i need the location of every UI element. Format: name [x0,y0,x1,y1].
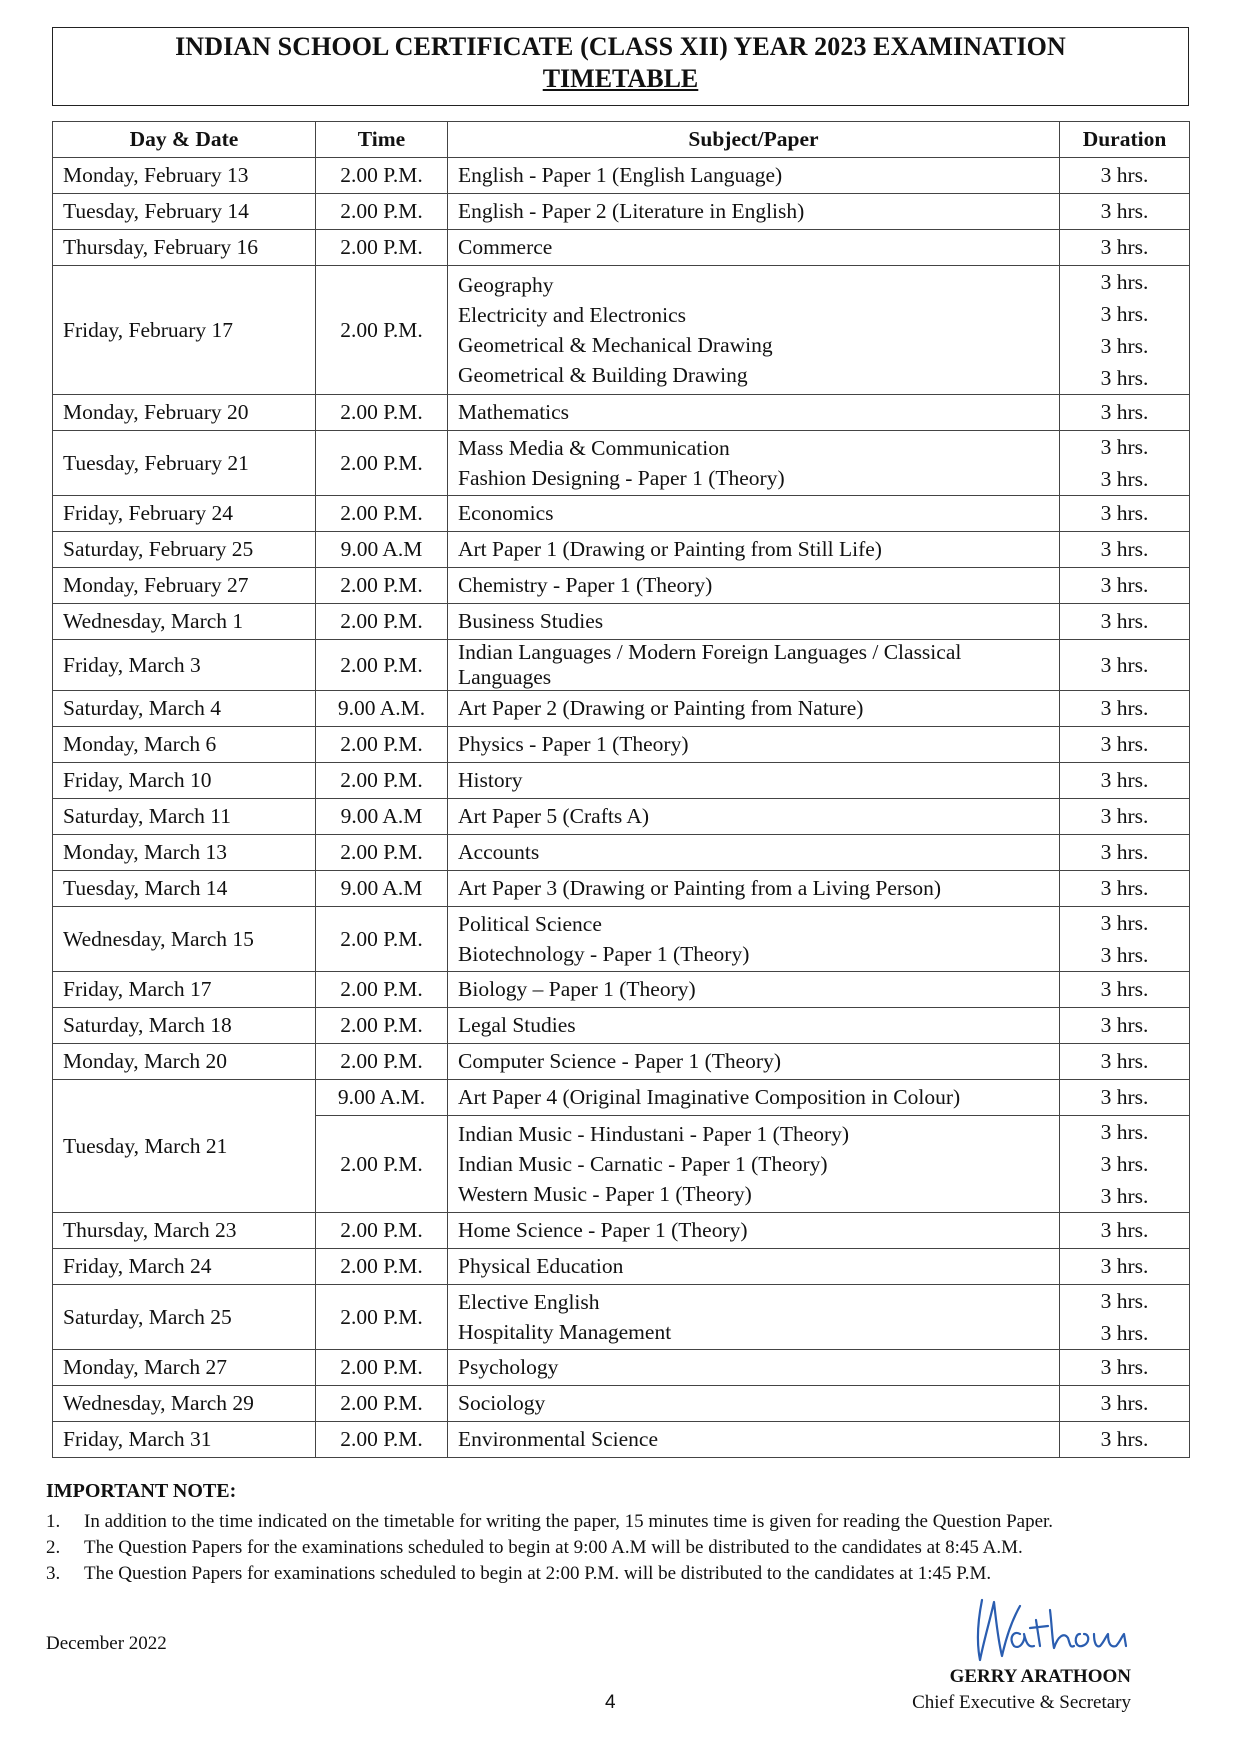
date-cell: Monday, March 27 [53,1350,316,1386]
duration-line: 3 hrs. [1100,366,1149,390]
subject-line: Political Science [458,912,602,936]
date-cell: Monday, February 13 [53,158,316,194]
date-cell: Monday, March 13 [53,835,316,871]
duration-cell: 3 hrs. [1060,799,1190,835]
duration-cell: 3 hrs. [1060,727,1190,763]
date-cell: Tuesday, March 21 [53,1080,316,1213]
duration-cell: 3 hrs. [1060,1080,1190,1116]
timetable-body [53,158,1190,1458]
table-row [53,568,1190,604]
time-cell: 2.00 P.M. [316,1249,448,1285]
table-row [53,763,1190,799]
subject-cell: Chemistry - Paper 1 (Theory) [448,568,1060,604]
table-row [53,158,1190,194]
date-cell: Tuesday, February 21 [53,431,316,496]
time-cell: 2.00 P.M. [316,1116,448,1213]
time-cell: 2.00 P.M. [316,158,448,194]
duration-line: 3 hrs. [1100,334,1149,358]
duration-cell: 3 hrs. [1060,496,1190,532]
subject-cell: Sociology [448,1386,1060,1422]
subject-line: Electricity and Electronics [458,303,687,327]
table-row [53,871,1190,907]
duration-cell [1060,1285,1190,1350]
page-number: 4 [605,1692,616,1713]
duration-line: 3 hrs. [1100,1184,1149,1208]
date-cell: Tuesday, February 14 [53,194,316,230]
duration-cell [1060,431,1190,496]
duration-line: 3 hrs. [1100,1152,1149,1176]
date-cell: Wednesday, March 29 [53,1386,316,1422]
subject-cell: Home Science - Paper 1 (Theory) [448,1213,1060,1249]
time-cell: 2.00 P.M. [316,395,448,431]
date-cell: Friday, March 31 [53,1422,316,1458]
date-cell: Monday, February 27 [53,568,316,604]
duration-cell: 3 hrs. [1060,158,1190,194]
duration-line: 3 hrs. [1100,943,1149,967]
subject-cell: History [448,763,1060,799]
duration-cell: 3 hrs. [1060,194,1190,230]
duration-cell: 3 hrs. [1060,835,1190,871]
table-row [53,431,1190,496]
duration-line: 3 hrs. [1100,270,1149,294]
table-row [53,972,1190,1008]
subject-cell: Biology – Paper 1 (Theory) [448,972,1060,1008]
table-row [53,395,1190,431]
date-cell: Friday, February 17 [53,266,316,395]
duration-line: 3 hrs. [1100,1321,1149,1345]
column-header-duration: Duration [1060,122,1190,158]
table-header-row [53,122,1190,158]
time-cell: 2.00 P.M. [316,266,448,395]
subject-cell [448,907,1060,972]
duration-cell: 3 hrs. [1060,1350,1190,1386]
time-cell: 9.00 A.M [316,799,448,835]
subject-line: Geometrical & Mechanical Drawing [458,333,773,357]
title-box [52,27,1189,106]
subject-cell: Physics - Paper 1 (Theory) [448,727,1060,763]
column-header-date: Day & Date [53,122,316,158]
table-row [53,1422,1190,1458]
subject-cell: Art Paper 5 (Crafts A) [448,799,1060,835]
notes-heading: IMPORTANT NOTE: [46,1480,237,1502]
date-cell: Monday, February 20 [53,395,316,431]
table-row [53,496,1190,532]
subject-cell: Physical Education [448,1249,1060,1285]
date-cell: Saturday, March 18 [53,1008,316,1044]
date-cell: Thursday, February 16 [53,230,316,266]
time-cell: 9.00 A.M. [316,691,448,727]
subject-cell: Mathematics [448,395,1060,431]
subject-cell [448,431,1060,496]
date-cell: Wednesday, March 15 [53,907,316,972]
date-cell: Saturday, March 4 [53,691,316,727]
timetable-table [52,121,1190,1458]
duration-cell: 3 hrs. [1060,532,1190,568]
table-row [53,640,1190,691]
subject-cell: English - Paper 2 (Literature in English) [448,194,1060,230]
table-row [53,230,1190,266]
table-row [53,727,1190,763]
subject-cell: Economics [448,496,1060,532]
note-number: 3. [46,1563,61,1584]
subject-cell: Business Studies [448,604,1060,640]
duration-cell: 3 hrs. [1060,1008,1190,1044]
date-cell: Saturday, February 25 [53,532,316,568]
subject-cell: Commerce [448,230,1060,266]
duration-cell: 3 hrs. [1060,1044,1190,1080]
duration-cell: 3 hrs. [1060,1386,1190,1422]
time-cell: 2.00 P.M. [316,1213,448,1249]
subject-cell: Art Paper 3 (Drawing or Painting from a Living Person) [448,871,1060,907]
time-cell: 9.00 A.M. [316,1080,448,1116]
time-cell: 2.00 P.M. [316,763,448,799]
table-row [53,194,1190,230]
subject-line: Indian Music - Carnatic - Paper 1 (Theory) [458,1152,828,1176]
table-row [53,1213,1190,1249]
table-row [53,266,1190,395]
subject-line: Elective English [458,1290,600,1314]
date-cell: Friday, March 24 [53,1249,316,1285]
duration-cell: 3 hrs. [1060,568,1190,604]
date-cell: Friday, February 24 [53,496,316,532]
note-number: 1. [46,1511,61,1532]
duration-line: 3 hrs. [1100,911,1149,935]
subject-line: Geography [458,273,554,297]
duration-cell: 3 hrs. [1060,1249,1190,1285]
duration-cell: 3 hrs. [1060,763,1190,799]
subject-cell: English - Paper 1 (English Language) [448,158,1060,194]
subject-cell: Art Paper 1 (Drawing or Painting from Still Life) [448,532,1060,568]
date-cell: Friday, March 17 [53,972,316,1008]
duration-cell: 3 hrs. [1060,640,1190,691]
duration-cell [1060,1116,1190,1213]
duration-cell: 3 hrs. [1060,395,1190,431]
time-cell: 2.00 P.M. [316,1008,448,1044]
subject-cell: Accounts [448,835,1060,871]
duration-cell: 3 hrs. [1060,972,1190,1008]
table-row [53,1386,1190,1422]
subject-line: Western Music - Paper 1 (Theory) [458,1182,752,1206]
date-cell: Tuesday, March 14 [53,871,316,907]
subject-line: Mass Media & Communication [458,436,730,460]
note-number: 2. [46,1537,61,1558]
duration-line: 3 hrs. [1100,1120,1149,1144]
date-cell: Saturday, March 25 [53,1285,316,1350]
table-row [53,1249,1190,1285]
issue-date: December 2022 [46,1633,167,1654]
time-cell: 2.00 P.M. [316,640,448,691]
signatory-name: GERRY ARATHOON [949,1666,1131,1687]
subject-line: Geometrical & Building Drawing [458,363,748,387]
subject-cell: Indian Languages / Modern Foreign Languages / Classical Languages [448,640,1060,691]
date-cell: Wednesday, March 1 [53,604,316,640]
time-cell: 2.00 P.M. [316,1350,448,1386]
table-row [53,532,1190,568]
time-cell: 2.00 P.M. [316,972,448,1008]
table-row [53,1285,1190,1350]
duration-line: 3 hrs. [1100,467,1149,491]
time-cell: 9.00 A.M [316,532,448,568]
time-cell: 2.00 P.M. [316,194,448,230]
subject-line: Hospitality Management [458,1320,672,1344]
time-cell: 2.00 P.M. [316,1422,448,1458]
table-row [53,604,1190,640]
subject-cell: Environmental Science [448,1422,1060,1458]
column-header-subject: Subject/Paper [448,122,1060,158]
document-title: INDIAN SCHOOL CERTIFICATE (CLASS XII) YEAR 2023 EXAMINATION [175,32,1066,61]
date-cell: Friday, March 10 [53,763,316,799]
duration-cell: 3 hrs. [1060,230,1190,266]
table-row [53,835,1190,871]
date-cell: Thursday, March 23 [53,1213,316,1249]
time-cell: 2.00 P.M. [316,835,448,871]
table-row [53,1008,1190,1044]
time-cell: 2.00 P.M. [316,1285,448,1350]
subject-cell: Computer Science - Paper 1 (Theory) [448,1044,1060,1080]
duration-line: 3 hrs. [1100,435,1149,459]
time-cell: 2.00 P.M. [316,727,448,763]
duration-cell [1060,907,1190,972]
time-cell: 2.00 P.M. [316,496,448,532]
note-text: The Question Papers for the examinations scheduled to begin at 9:00 A.M will be distributed to the candidates at 8:45 A.M. [84,1537,1023,1558]
table-row [53,907,1190,972]
signature-image [960,1590,1140,1670]
duration-cell: 3 hrs. [1060,604,1190,640]
date-cell: Monday, March 20 [53,1044,316,1080]
time-cell: 2.00 P.M. [316,1044,448,1080]
subject-cell [448,1116,1060,1213]
time-cell: 2.00 P.M. [316,907,448,972]
document-subtitle: TIMETABLE [542,64,699,93]
duration-line: 3 hrs. [1100,302,1149,326]
table-row [53,799,1190,835]
time-cell: 9.00 A.M [316,871,448,907]
duration-line: 3 hrs. [1100,1289,1149,1313]
duration-cell: 3 hrs. [1060,871,1190,907]
subject-cell: Psychology [448,1350,1060,1386]
signatory-title: Chief Executive & Secretary [912,1692,1131,1713]
note-text: In addition to the time indicated on the timetable for writing the paper, 15 minutes time is given for reading the Question Paper. [84,1511,1054,1532]
note-item [46,1535,1196,1561]
column-header-time: Time [316,122,448,158]
table-row [53,1044,1190,1080]
subject-cell [448,266,1060,395]
table-row [53,691,1190,727]
subject-cell: Art Paper 4 (Original Imaginative Composition in Colour) [448,1080,1060,1116]
important-notes [46,1480,1196,1587]
table-row [53,1350,1190,1386]
time-cell: 2.00 P.M. [316,431,448,496]
subject-line: Fashion Designing - Paper 1 (Theory) [458,466,785,490]
subject-cell [448,1285,1060,1350]
time-cell: 2.00 P.M. [316,230,448,266]
duration-cell: 3 hrs. [1060,1213,1190,1249]
time-cell: 2.00 P.M. [316,1386,448,1422]
subject-cell: Legal Studies [448,1008,1060,1044]
note-item [46,1561,1196,1587]
subject-cell: Art Paper 2 (Drawing or Painting from Nature) [448,691,1060,727]
time-cell: 2.00 P.M. [316,568,448,604]
note-text: The Question Papers for examinations scheduled to begin at 2:00 P.M. will be distributed to the candidates at 1:45 P.M. [84,1563,992,1584]
duration-cell: 3 hrs. [1060,1422,1190,1458]
note-item [46,1509,1196,1535]
subject-line: Indian Music - Hindustani - Paper 1 (Theory) [458,1122,850,1146]
duration-cell [1060,266,1190,395]
subject-line: Biotechnology - Paper 1 (Theory) [458,942,750,966]
duration-cell: 3 hrs. [1060,691,1190,727]
date-cell: Saturday, March 11 [53,799,316,835]
date-cell: Friday, March 3 [53,640,316,691]
date-cell: Monday, March 6 [53,727,316,763]
table-row [53,1080,1190,1116]
time-cell: 2.00 P.M. [316,604,448,640]
